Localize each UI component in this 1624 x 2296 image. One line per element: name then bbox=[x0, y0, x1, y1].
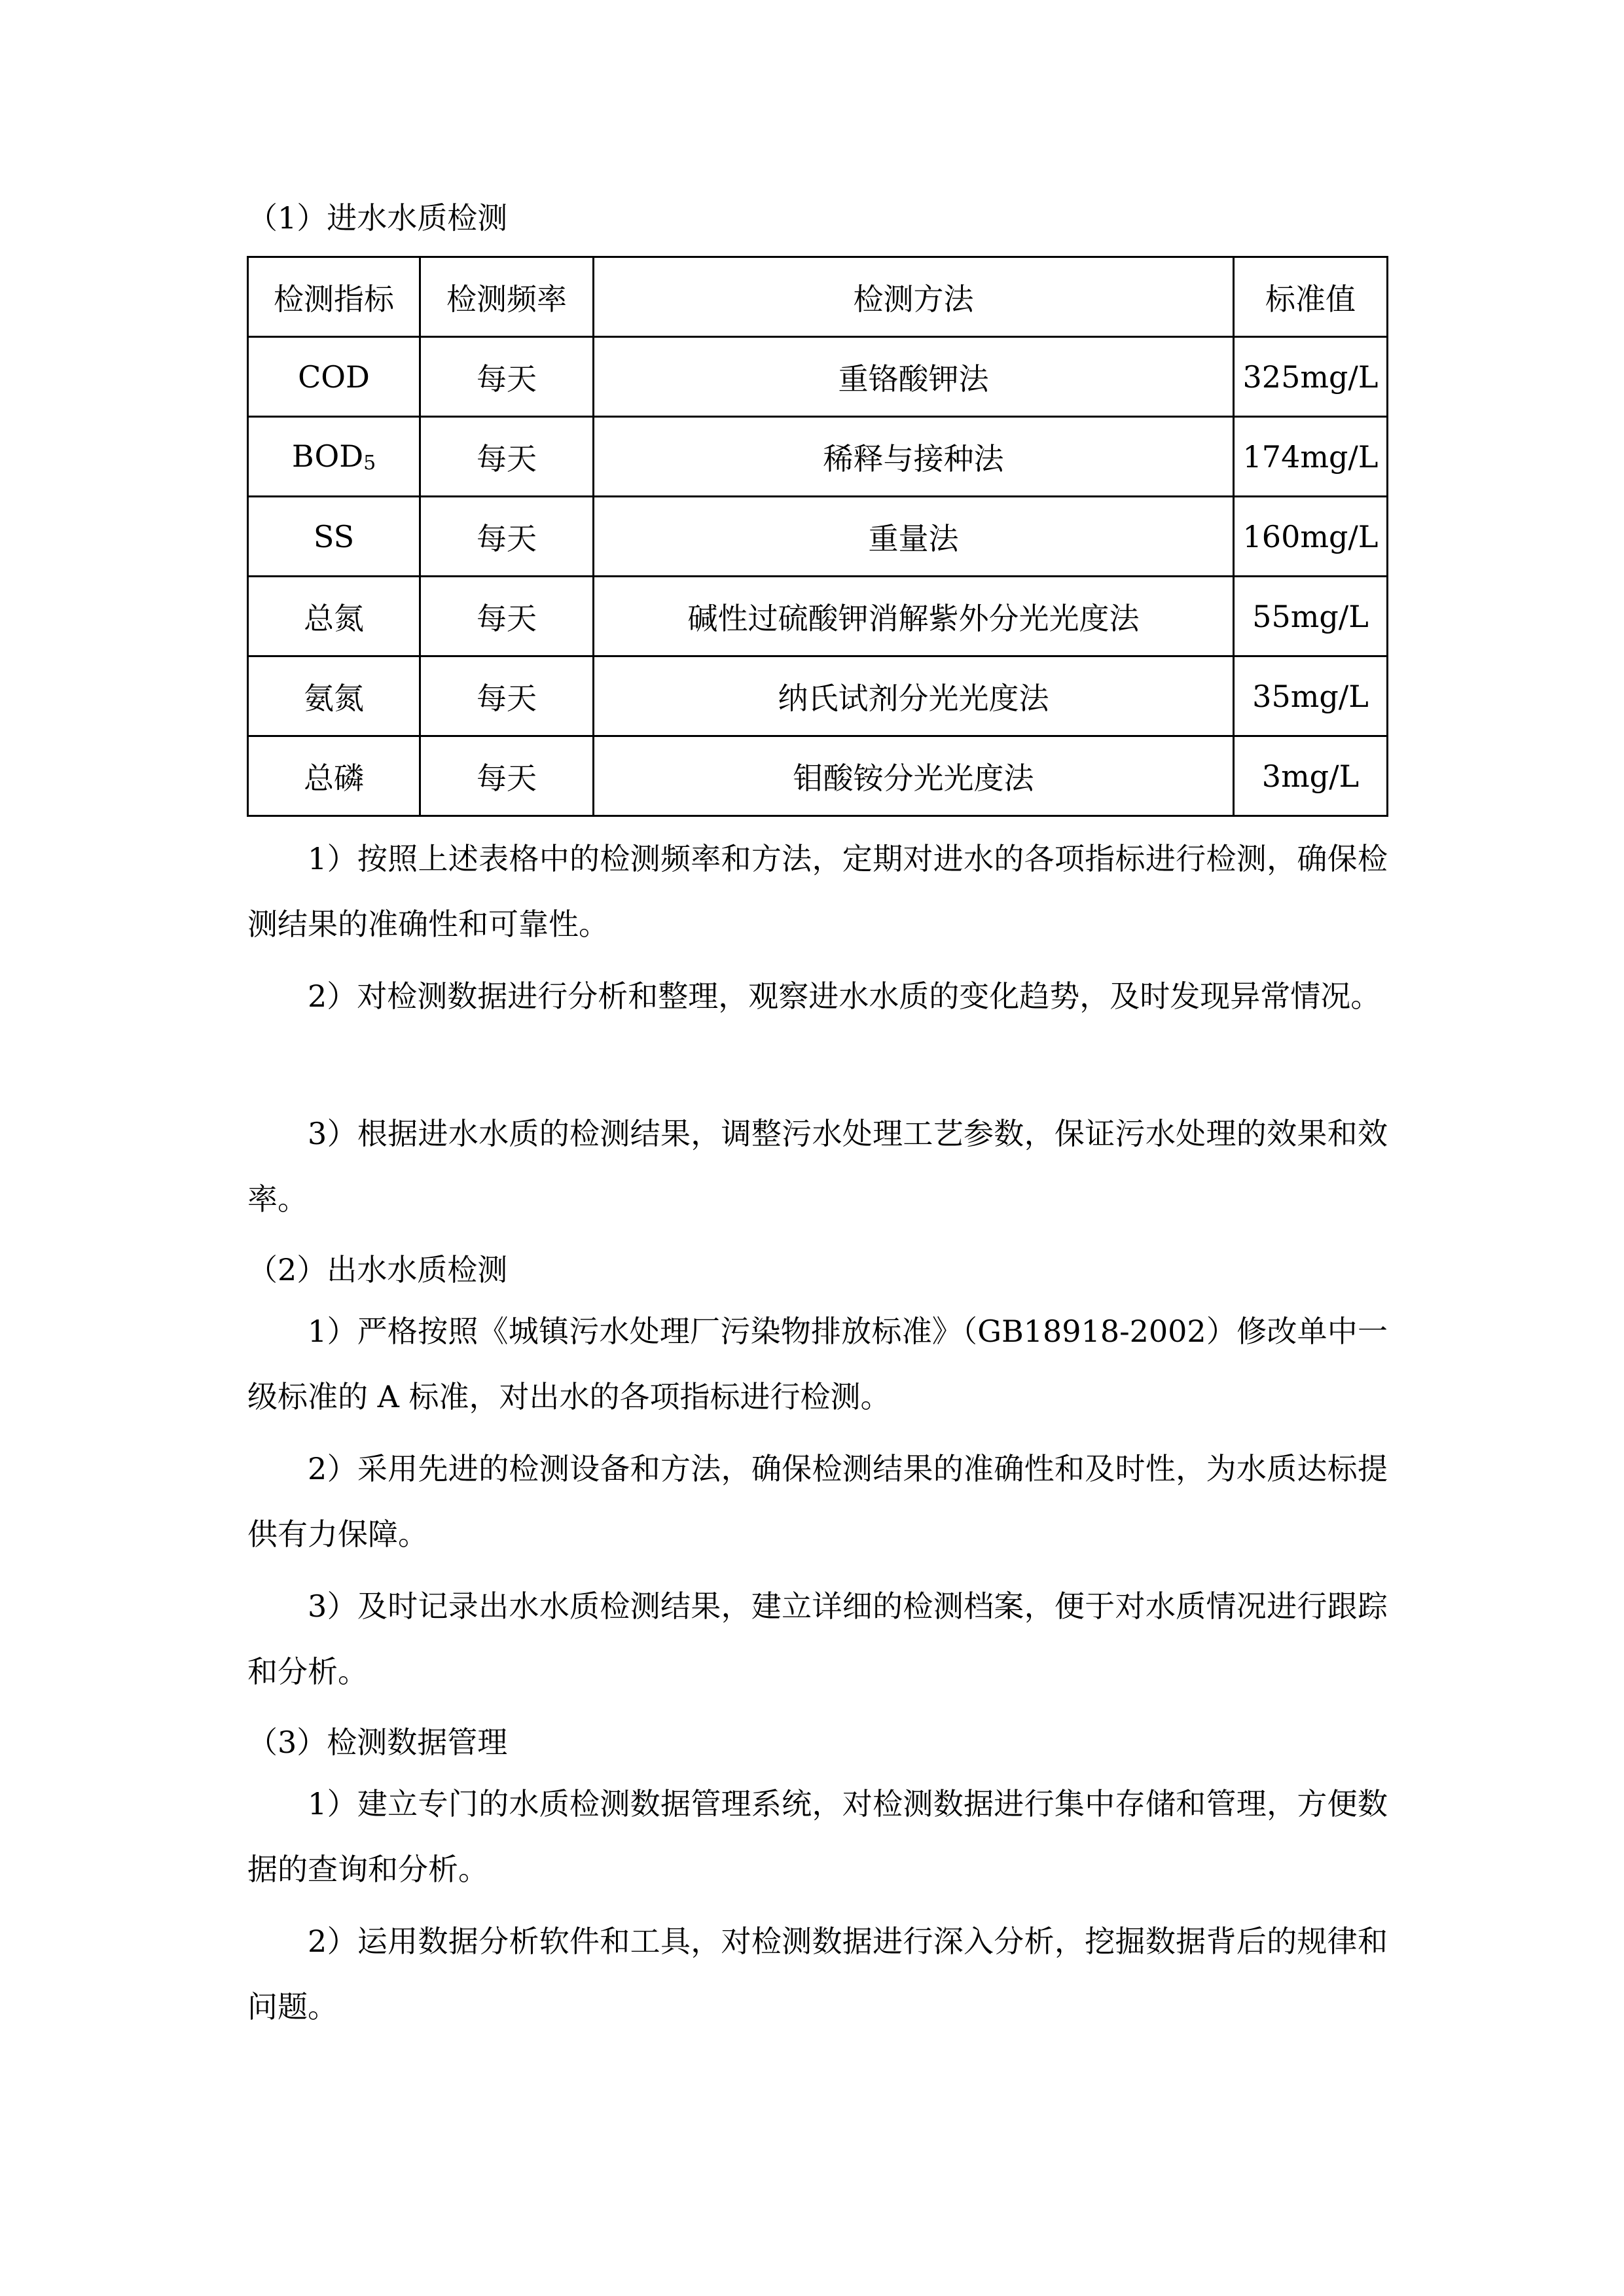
cell-indicator bbox=[248, 736, 420, 816]
header-standard: 标准值 bbox=[1234, 257, 1388, 337]
indicator-text: SS bbox=[313, 518, 355, 554]
cell-standard: 55mg/L bbox=[1234, 577, 1388, 656]
cell-standard: 174mg/L bbox=[1234, 417, 1388, 497]
header-frequency: 检测频率 bbox=[420, 257, 594, 337]
cell-method: 钼酸铵分光光度法 bbox=[594, 736, 1234, 816]
section3-heading: （3）检测数据管理 bbox=[247, 1725, 508, 1760]
section2-paragraph-1: 1）严格按照《城镇污水处理厂污染物排放标准》（GB18918-2002）修改单中一级标准的 A 标准，对出水的各项指标进行检测。 bbox=[247, 1314, 1388, 1414]
section3-paragraph-2: 2）运用数据分析软件和工具，对检测数据进行深入分析，挖掘数据背后的规律和问题。 bbox=[247, 1924, 1388, 2024]
section2-paragraph-2: 2）采用先进的检测设备和方法，确保检测结果的准确性和及时性，为水质达标提供有力保障。 bbox=[247, 1451, 1388, 1552]
cell-indicator bbox=[248, 656, 420, 736]
section1-paragraph-2: 2）对检测数据进行分析和整理，观察进水水质的变化趋势，及时发现异常情况。 bbox=[308, 978, 1381, 1014]
cell-frequency: 每天 bbox=[420, 497, 594, 577]
cell-method: 重铬酸钾法 bbox=[594, 337, 1234, 417]
header-method: 检测方法 bbox=[594, 257, 1234, 337]
indicator-text: COD bbox=[298, 359, 370, 395]
table-header-row bbox=[248, 257, 1388, 337]
table-row bbox=[248, 736, 1388, 816]
cell-indicator bbox=[248, 417, 420, 497]
cell-indicator bbox=[248, 337, 420, 417]
table-row bbox=[248, 577, 1388, 656]
cell-indicator bbox=[248, 577, 420, 656]
section2-paragraph-3: 3）及时记录出水水质检测结果，建立详细的检测档案，便于对水质情况进行跟踪和分析。 bbox=[247, 1588, 1388, 1689]
cell-indicator bbox=[248, 497, 420, 577]
inlet-water-quality-table bbox=[247, 256, 1388, 817]
cell-method: 碱性过硫酸钾消解紫外分光光度法 bbox=[594, 577, 1234, 656]
cell-standard: 325mg/L bbox=[1234, 337, 1388, 417]
section2-heading: （2）出水水质检测 bbox=[247, 1252, 508, 1287]
indicator-text: 总磷 bbox=[304, 760, 364, 796]
section1-paragraph-3: 3）根据进水水质的检测结果，调整污水处理工艺参数，保证污水处理的效果和效率。 bbox=[247, 1116, 1388, 1217]
table-row bbox=[248, 497, 1388, 577]
cell-method: 纳氏试剂分光光度法 bbox=[594, 656, 1234, 736]
cell-frequency: 每天 bbox=[420, 337, 594, 417]
section1-heading: （1）进水水质检测 bbox=[247, 200, 508, 236]
table-row bbox=[248, 417, 1388, 497]
indicator-text: BOD bbox=[291, 439, 364, 474]
cell-standard: 35mg/L bbox=[1234, 656, 1388, 736]
table-row bbox=[248, 656, 1388, 736]
cell-method: 稀释与接种法 bbox=[594, 417, 1234, 497]
cell-method: 重量法 bbox=[594, 497, 1234, 577]
indicator-subscript: 5 bbox=[363, 452, 376, 475]
cell-standard: 160mg/L bbox=[1234, 497, 1388, 577]
table-row bbox=[248, 337, 1388, 417]
cell-frequency: 每天 bbox=[420, 577, 594, 656]
header-indicator: 检测指标 bbox=[248, 257, 420, 337]
cell-frequency: 每天 bbox=[420, 417, 594, 497]
cell-standard: 3mg/L bbox=[1234, 736, 1388, 816]
indicator-text: 氨氮 bbox=[304, 680, 364, 716]
indicator-text: 总氮 bbox=[304, 600, 364, 636]
section1-paragraph-1: 1）按照上述表格中的检测频率和方法，定期对进水的各项指标进行检测，确保检测结果的准确性和可靠性。 bbox=[247, 841, 1388, 942]
section3-paragraph-1: 1）建立专门的水质检测数据管理系统，对检测数据进行集中存储和管理，方便数据的查询和分析。 bbox=[247, 1786, 1388, 1887]
cell-frequency: 每天 bbox=[420, 736, 594, 816]
cell-frequency: 每天 bbox=[420, 656, 594, 736]
